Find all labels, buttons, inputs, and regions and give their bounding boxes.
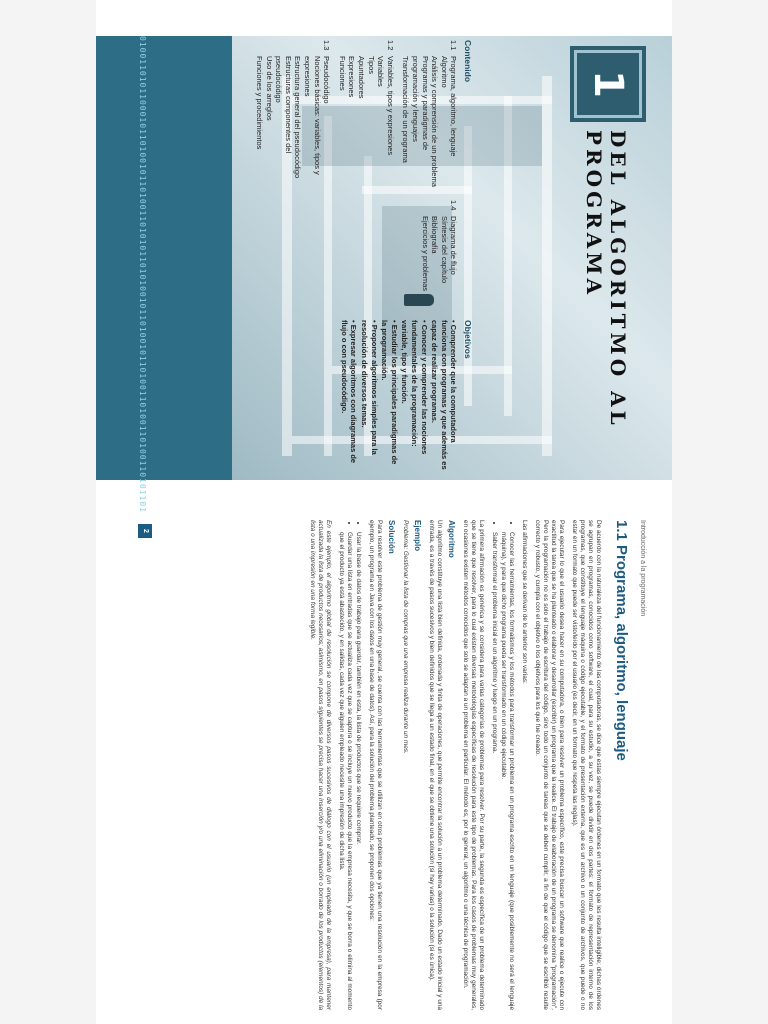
paragraph: La primera afirmación es genérica y se considera para varias categorías de problemas para resolver. Por su parte, la segunda es específica de un problema determinado que se tiene que resolver, para lo cual existen diversas metodologías específicas de resolución para este tipo de problemas. Para los casos de problemas muy generales, en ocasiones existen métodos conocidos que solo se adaptan a un problema en particular. El método es, por lo general, un algoritmo o una técnica de programación.	[462, 520, 485, 1010]
toc-item	[430, 40, 440, 190]
paragraph: En este ejemplo, el algoritmo global de resolución se compone de diversos pasos sucesivos de diálogo con el usuario (un empleado de la empresa), para mantener actualizada la lista de productos necesarios; asimismo, en pasos siguientes se precisa hacer una inserción y/o una eliminación o borrado de los productos (elementos) de la lista o una impresión en una forma legible.	[309, 520, 332, 1010]
toc-item	[376, 40, 386, 190]
objective-item	[430, 320, 459, 470]
toc-item	[293, 40, 303, 190]
list-item: • Conocer las herramientas, los formalismos y los métodos para transformar un problema en un programa escrito en un lenguaje (que posiblemente no será el lenguaje máquina), y para que dicho programa pueda ser transformado en un código ejecutable.	[499, 532, 515, 1010]
objective-text: Conocer y comprender las nociones fundamentales de la programación: variable, tipo y función.	[400, 320, 429, 455]
toc-label: Ejercicios y problemas	[420, 216, 430, 292]
toc-number: 1.1	[449, 40, 459, 51]
toc-item	[366, 40, 376, 190]
objective-item	[339, 320, 358, 470]
list-item: • Usar la base de datos de trabajo para guardar, también en esta, la lista de productos que se requiere comprar.	[354, 532, 362, 1010]
text-page	[96, 510, 672, 1024]
bullet-list	[490, 520, 515, 1010]
bullet-icon: •	[389, 320, 399, 325]
toc-item	[420, 200, 430, 310]
objective-text: Expresar algoritmos con diagramas de flujo o con pseudocódigo.	[339, 320, 359, 464]
running-head: Introducción a la programación	[639, 520, 646, 617]
toc-list-1	[255, 40, 459, 190]
objective-text: Comprender que la computadora funciona con programas y que además es capaz de realizar programas.	[430, 320, 459, 470]
paragraph: Problema: Gestionar la lista de compras que una empresa realiza durante un mes.	[402, 520, 409, 754]
paragraph: Un algoritmo constituye una lista bien definida, ordenada y finita de operaciones, que permite encontrar la solución a un problema determinado. Dado un estado inicial y una entrada, es a través de pasos sucesivos y bien definidos que se llega a un estado final, en el que se obtiene una solución (si hay varias) o la solución (si es única).	[428, 520, 443, 1010]
toc-item	[449, 40, 459, 190]
toc-label: Uso de los arreglos	[264, 56, 274, 121]
objectives-heading: Objetivos	[463, 320, 473, 359]
list-item: • Saber transformar el problema inicial en un algoritmo y luego en un programa.	[490, 532, 498, 1010]
contents-block	[222, 40, 472, 470]
toc-label: Algoritmo	[439, 56, 449, 88]
toc-item	[356, 40, 366, 190]
toc-label: Tipos	[366, 56, 376, 75]
section-title: 1.1 Programa, algoritmo, lenguaje	[613, 520, 630, 761]
toc-label: Transformación de un programa	[401, 56, 411, 163]
objective-text: Estudiar los principales paradigmas de la programación.	[380, 320, 399, 465]
bullet-list	[337, 520, 362, 1010]
chapter-info-panel	[96, 36, 232, 513]
subheading-solucion: Solución	[387, 520, 396, 554]
objective-item	[359, 320, 378, 470]
toc-label: Apuntadores	[357, 56, 367, 99]
toc-item	[274, 40, 293, 190]
toc-label: Estructuras componentes del pseudocódigo	[274, 56, 293, 154]
chapter-number: 1	[585, 70, 631, 98]
toc-item	[439, 40, 449, 190]
toc-item	[430, 200, 440, 310]
bullet-icon: •	[349, 320, 359, 325]
bullet-icon: •	[369, 320, 379, 325]
toc-item	[303, 40, 322, 190]
toc-label: Funciones y procedimientos	[255, 56, 265, 150]
contents-column-1	[255, 40, 472, 190]
toc-item	[337, 40, 347, 190]
toc-label: Nociones básicas: variables, tipos y expresiones	[303, 56, 322, 175]
toc-list-2	[420, 200, 458, 310]
objective-item	[400, 320, 429, 470]
page-number: 2	[138, 524, 152, 538]
objective-text: Proponer algoritmos simples para la resolución de diversos temas.	[360, 320, 379, 455]
list-item: • Guardar una lista en entradas que se actualiza cada vez que se captura o se incluye un nuevo producto que la empresa necesita, y que se borra o elimina al momento que el producto ya está abastecido, y en salidas, cada vez que alguien empleado necesite una impresión de dicha lista.	[337, 532, 353, 1010]
page-sheet	[96, 0, 672, 1024]
paragraph: Las afirmaciones que se derivan de lo anterior son varias:	[521, 520, 528, 684]
toc-label: Programas y paradigmas de programación y lenguajes	[411, 56, 430, 151]
toc-item	[347, 40, 357, 190]
toc-item	[385, 40, 395, 190]
toc-item	[322, 40, 332, 190]
objective-item	[380, 320, 399, 470]
toc-label: Análisis y comprensión de un problema	[430, 56, 440, 187]
toc-label: Bibliografía	[430, 216, 440, 254]
objectives-list	[339, 320, 458, 470]
toc-label: Diagrama de flujo	[449, 216, 459, 275]
toc-item	[264, 40, 274, 190]
chapter-opener-page	[96, 0, 672, 513]
toc-number: 1.4	[449, 200, 459, 211]
chapter-number-chip	[574, 50, 642, 118]
paragraph: De acuerdo con la naturaleza del funcionamiento de las computadoras, se dice que estas siempre ejecutan órdenes en un formato que les resulta inteligible; dichas órdenes se agrupan en programas, conocidos como software, el cual, para su estudio, a su vez, se puede dividir en dos partes: el formato de representación interno de los programas, que constituye el lenguaje máquina o código ejecutable, y el formato de presentación externa, que es un archivo o un conjunto de archivos, que puede o no estar en un formato que puede ser visto/leído por el usuario (es decir, en un formato que respeta las reglas).	[571, 520, 602, 1010]
objectives-column	[338, 320, 472, 470]
toc-label: Expresiones	[347, 56, 357, 98]
toc-item	[449, 200, 459, 310]
toc-item	[410, 40, 429, 190]
toc-label: Estructura general del pseudocódigo	[293, 56, 303, 179]
paragraph: Para resolver este problema de gestión muy general, se cuenta con las herramientas que se utilizan en otros problemas que ya tienen una resolución en la empresa (por ejemplo, un programa en Java con los datos en una base de datos). Así, para la solución del problema planteado, se proponen dos opciones:	[368, 520, 383, 1010]
bullet-icon: •	[419, 320, 429, 325]
toc-number: 1.2	[385, 40, 395, 51]
subheading-algoritmo: Algoritmo	[447, 520, 456, 558]
toc-number: 1.3	[322, 40, 332, 51]
binary-strip: 0100110101100010110100101101001101010110101001011010010110100110100110100110101101	[138, 36, 147, 513]
toc-item	[439, 200, 449, 310]
paragraph: Para ejecutar lo que el usuario desea hacer en su computadora, o bien para resolver un problema específico, este precisa buscar un software que realice o ejecute con exactitud la tarea que se ha planteado o elaborar y desarrollar (escribir) un programa que la realice. El trabajo de elaboración de un programa se denomina "programación". Pero la programación no es solo el trabajo de escritura del código, sino todo un conjunto de tareas que se deben cumplir, a fin de que el código que se escribió resulte correcto y robusto, y cumpla con el objetivo o los objetivos para los que fue creado.	[534, 520, 565, 1010]
toc-label: Funciones	[337, 56, 347, 91]
chapter-title: DEL ALGORITMO AL PROGRAMA	[582, 130, 630, 429]
subheading-ejemplo: Ejemplo	[413, 520, 422, 552]
toc-item	[401, 40, 411, 190]
toc-item	[255, 40, 265, 190]
rotated-book-spread	[96, 0, 672, 1024]
toc-label: Pseudocódigo	[322, 56, 332, 104]
toc-label: Síntesis del capítulo	[439, 216, 449, 284]
toc-label: Programa, algoritmo, lenguaje	[449, 56, 459, 157]
toc-label: Variables, tipos y expresiones	[385, 56, 395, 156]
toc-label: Variables	[376, 56, 386, 87]
contents-column-2	[420, 200, 472, 310]
contents-heading: Contenido	[463, 40, 473, 83]
bullet-icon: •	[449, 320, 459, 325]
body-text	[162, 520, 602, 1010]
